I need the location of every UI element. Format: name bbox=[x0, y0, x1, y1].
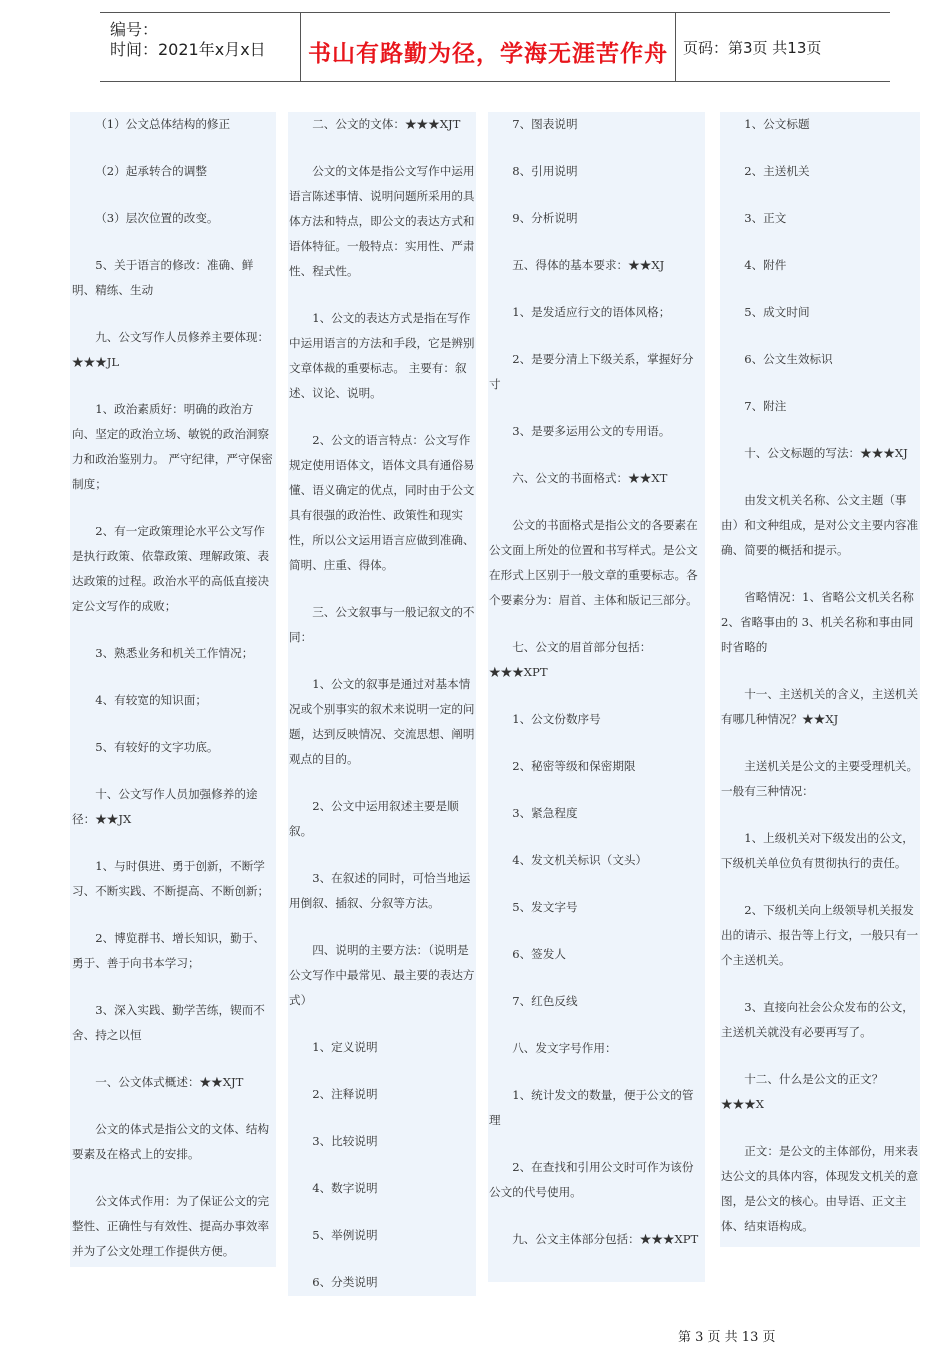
paragraph: 2、注释说明 bbox=[312, 1087, 378, 1101]
paragraph: 公文的文体是指公文写作中运用语言陈述事情、说明问题所采用的具体方法和特点，即公文的表达方式和语体特征。一般特点：实用性、严肃性、程式性。 bbox=[289, 164, 475, 278]
paragraph: 公文体式作用：为了保证公文的完整性、正确性与有效性、提高办事效率并为了公文处理工作提供方便。 bbox=[72, 1194, 270, 1258]
text-column-4 bbox=[720, 112, 920, 1247]
paragraph: 1、是发适应行文的语体风格； bbox=[512, 305, 671, 319]
paragraph: 7、图表说明 bbox=[512, 117, 578, 131]
paragraph: 7、红色反线 bbox=[512, 994, 578, 1008]
paragraph: 三、公文叙事与一般记叙文的不同： bbox=[289, 605, 475, 644]
paragraph: 九、公文主体部分包括：★★★XPT bbox=[512, 1232, 699, 1246]
paragraph: 十二、什么是公文的正文？★★★X bbox=[721, 1072, 884, 1111]
paragraph: 十一、主送机关的含义，主送机关有哪几种情况？★★XJ bbox=[721, 687, 919, 726]
paragraph: （3）层次位置的改变。 bbox=[95, 211, 219, 225]
paragraph: 2、在查找和引用公文时可作为该份公文的代号使用。 bbox=[489, 1160, 694, 1199]
paragraph: 公文的书面格式是指公文的各要素在公文面上所处的位置和书写样式。是公文在形式上区别于一般文章的重要标志。各个要素分为：眉首、主体和版记三部分。 bbox=[489, 518, 698, 607]
header-page-number: 页码：第3页 共13页 bbox=[683, 39, 822, 57]
paragraph: 3、紧急程度 bbox=[512, 806, 578, 820]
paragraph: 3、深入实践、勤学苦练，锲而不舍、持之以恒 bbox=[72, 1003, 265, 1042]
paragraph: 二、公文的文体：★★★XJT bbox=[312, 117, 461, 131]
paragraph: 2、有一定政策理论水平公文写作是执行政策、依靠政策、理解政策、表达政策的过程。政治水平的高低直接决定公文写作的成败； bbox=[72, 524, 270, 613]
paragraph: 省略情况：1、省略公文机关名称 2、省略事由的 3、机关名称和事由同时省略的 bbox=[721, 590, 914, 654]
paragraph: 3、在叙述的同时，可恰当地运用倒叙、插叙、分叙等方法。 bbox=[289, 871, 471, 910]
paragraph: 5、关于语言的修改：准确、鲜明、精练、生动 bbox=[72, 258, 254, 297]
paragraph: 1、定义说明 bbox=[312, 1040, 378, 1054]
paragraph: 十、公文标题的写法：★★★XJ bbox=[744, 446, 908, 460]
paragraph: 4、数字说明 bbox=[312, 1181, 378, 1195]
paragraph: 5、举例说明 bbox=[312, 1228, 378, 1242]
paragraph: 4、有较宽的知识面； bbox=[95, 693, 207, 707]
paragraph: 3、比较说明 bbox=[312, 1134, 378, 1148]
header-motto: 书山有路勤为径，学海无涯苦作舟 bbox=[308, 40, 668, 67]
paragraph: 2、下级机关向上级领导机关报发出的请示、报告等上行文，一般只有一个主送机关。 bbox=[721, 903, 919, 967]
paragraph: 一、公文体式概述：★★XJT bbox=[95, 1075, 244, 1089]
header-motto-cell bbox=[300, 13, 676, 81]
paragraph: 2、是要分清上下级关系，掌握好分寸 bbox=[489, 352, 694, 391]
paragraph: 公文的体式是指公文的文体、结构要素及在格式上的安排。 bbox=[72, 1122, 270, 1161]
paragraph: 2、博览群书、增长知识，勤于、勇于、善于向书本学习； bbox=[72, 931, 265, 970]
paragraph: 1、公文标题 bbox=[744, 117, 810, 131]
paragraph: 2、主送机关 bbox=[744, 164, 810, 178]
paragraph: 9、分析说明 bbox=[512, 211, 578, 225]
paragraph: 7、附注 bbox=[744, 399, 787, 413]
text-column-1 bbox=[70, 112, 276, 1267]
paragraph: 6、分类说明 bbox=[312, 1275, 378, 1289]
paragraph: 2、秘密等级和保密期限 bbox=[512, 759, 636, 773]
page-header bbox=[100, 12, 890, 82]
paragraph: 五、得体的基本要求：★★XJ bbox=[512, 258, 665, 272]
paragraph: 6、公文生效标识 bbox=[744, 352, 833, 366]
header-meta-cell bbox=[100, 13, 300, 81]
paragraph: 3、是要多运用公文的专用语。 bbox=[512, 424, 671, 438]
text-column-3 bbox=[488, 112, 705, 1282]
paragraph: 2、公文的语言特点：公文写作规定使用语体文，语体文具有通俗易懂、语义确定的优点，同时由于公文具有很强的政治性、政策性和现实性，所以公文运用语言应做到准确、简明、庄重、得体。 bbox=[289, 433, 475, 572]
paragraph: 5、有较好的文字功底。 bbox=[95, 740, 219, 754]
paragraph: 由发文机关名称、公文主题（事由）和文种组成，是对公文主要内容准确、简要的概括和提示。 bbox=[721, 493, 919, 557]
paragraph: 2、公文中运用叙述主要是顺叙。 bbox=[289, 799, 459, 838]
paragraph: 1、公文的表达方式是指在写作中运用语言的方法和手段，它是辨别文章体裁的重要标志。 主要有：叙述、议论、说明。 bbox=[289, 311, 475, 400]
text-column-2 bbox=[288, 112, 476, 1296]
paragraph: 3、正文 bbox=[744, 211, 787, 225]
paragraph: 1、上级机关对下级发出的公文，下级机关单位负有贯彻执行的责任。 bbox=[721, 831, 914, 870]
paragraph: 八、发文字号作用： bbox=[512, 1041, 617, 1055]
paragraph: 4、发文机关标识（文头） bbox=[512, 853, 648, 867]
paragraph: 主送机关是公文的主要受理机关。 一般有三种情况： bbox=[721, 759, 919, 798]
paragraph: 1、公文的叙事是通过对基本情况或个别事实的叙术来说明一定的问题，达到反映情况、交流思想、阐明观点的目的。 bbox=[289, 677, 475, 766]
paragraph: 九、公文写作人员修养主要体现：★★★JL bbox=[72, 330, 270, 369]
paragraph: 四、说明的主要方法：（说明是公文写作中最常见、最主要的表达方式） bbox=[289, 943, 475, 1007]
paragraph: 七、公文的眉首部分包括：★★★XPT bbox=[489, 640, 652, 679]
paragraph: 正文：是公文的主体部份，用来表达公文的具体内容，体现发文机关的意图，是公文的核心。由导语、正文主体、结束语构成。 bbox=[721, 1144, 919, 1233]
paragraph: 5、成文时间 bbox=[744, 305, 810, 319]
paragraph: 1、政治素质好：明确的政治方向、坚定的政治立场、敏锐的政治洞察力和政治鉴别力。 严守纪律，严守保密制度； bbox=[72, 402, 273, 491]
paragraph: 4、附件 bbox=[744, 258, 787, 272]
page-footer: 第 3 页 共 13 页 bbox=[678, 1330, 776, 1345]
paragraph: 1、与时俱进、勇于创新，不断学习、不断实践、不断提高、不断创新； bbox=[72, 859, 270, 898]
document-time-label: 时间：2021年x月x日 bbox=[110, 40, 266, 59]
paragraph: 3、直接向社会公众发布的公文，主送机关就没有必要再写了。 bbox=[721, 1000, 914, 1039]
paragraph: 六、公文的书面格式：★★XT bbox=[512, 471, 668, 485]
paragraph: 1、公文份数序号 bbox=[512, 712, 601, 726]
paragraph: 8、引用说明 bbox=[512, 164, 578, 178]
paragraph: 3、熟悉业务和机关工作情况； bbox=[95, 646, 254, 660]
paragraph: 6、签发人 bbox=[512, 947, 566, 961]
paragraph: （2）起承转合的调整 bbox=[95, 164, 207, 178]
paragraph: 5、发文字号 bbox=[512, 900, 578, 914]
paragraph: 1、统计发文的数量，便于公文的管理 bbox=[489, 1088, 694, 1127]
paragraph: （1）公文总体结构的修正 bbox=[95, 117, 231, 131]
paragraph: 十、公文写作人员加强修养的途径：★★JX bbox=[72, 787, 258, 826]
document-number-label: 编号： bbox=[110, 20, 159, 39]
header-page-cell bbox=[675, 13, 890, 81]
